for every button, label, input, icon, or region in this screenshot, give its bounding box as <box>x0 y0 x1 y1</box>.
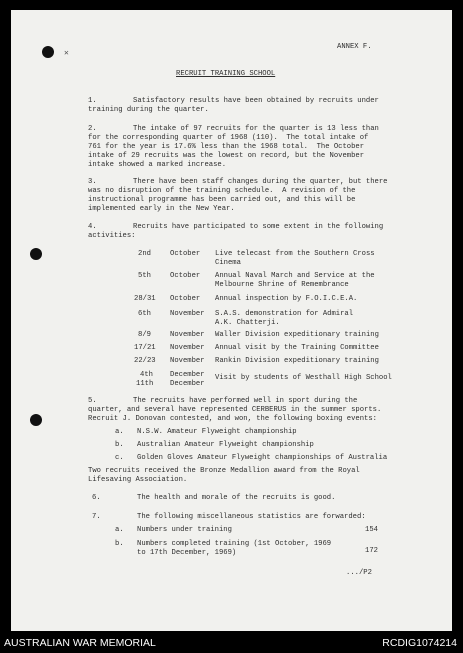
para2-line: 761 for the year is 17.6% less than the 1968 total. The October <box>88 143 365 151</box>
activity-desc: Annual inspection by F.O.I.C.E.A. <box>215 295 358 303</box>
activity-month-end: December <box>170 380 205 388</box>
activity-month: October <box>170 295 201 303</box>
activity-month: November <box>170 344 205 352</box>
punch-hole <box>30 248 42 260</box>
para5-number: 5. <box>88 397 97 405</box>
para6-text: The health and morale of the recruits is good. <box>137 494 336 502</box>
archive-reference: RCDIG1074214 <box>382 637 457 649</box>
list-item: Australian Amateur Flyweight championship <box>137 441 314 449</box>
para2-line: for the corresponding quarter of 1968 (110). The total intake of <box>88 134 369 142</box>
activity-month: November <box>170 357 205 365</box>
activity-month: October <box>170 272 201 280</box>
para3-number: 3. <box>88 178 97 186</box>
activity-day-end: 11th <box>136 380 154 388</box>
activity-day: 2nd <box>138 250 151 258</box>
activity-month: October <box>170 250 201 258</box>
para4-line: activities: <box>88 232 136 240</box>
punch-hole <box>30 414 42 426</box>
para3-line: was no disruption of the training schedule. A revision of the <box>88 187 356 195</box>
para2-line: intake of 29 recruits was the lowest on record, but the November <box>88 152 365 160</box>
stat-description: to 17th December, 1969) <box>137 549 237 557</box>
stat-value: 172 <box>365 547 378 555</box>
activity-desc: S.A.S. demonstration for Admiral <box>215 310 354 318</box>
para5-line: The recruits have performed well in sport during the <box>133 397 358 405</box>
para4-line: Recruits have participated to some extent in the following <box>133 223 384 231</box>
para1-number: 1. <box>88 97 97 105</box>
activity-desc: Annual visit by the Training Committee <box>215 344 379 352</box>
activity-month: November <box>170 310 205 318</box>
para5-tail-line: Two recruits received the Bronze Medallion award from the Royal <box>88 467 360 475</box>
punch-hole <box>42 46 54 58</box>
para6-number: 6. <box>92 494 101 502</box>
para4-number: 4. <box>88 223 97 231</box>
activity-month: December <box>170 371 205 379</box>
para3-line: instructional programme has been carried out, and this will be <box>88 196 356 204</box>
para3-line: implemented early in the New Year. <box>88 205 235 213</box>
stat-label: a. <box>115 526 124 534</box>
para5-line: Recruit J. Donovan contested, and won, the following boxing events: <box>88 415 377 423</box>
para2-number: 2. <box>88 125 97 133</box>
archive-name: AUSTRALIAN WAR MEMORIAL <box>4 637 156 649</box>
activity-day: 22/23 <box>134 357 156 365</box>
para5-line: quarter, and several have represented CERBERUS in the summer sports. <box>88 406 382 414</box>
activity-desc: Cinema <box>215 259 241 267</box>
activity-day: 4th <box>140 371 153 379</box>
activity-day: 6th <box>138 310 151 318</box>
activity-desc: Melbourne Shrine of Remembrance <box>215 281 349 289</box>
para2-line: intake showed a marked increase. <box>88 161 227 169</box>
stat-label: b. <box>115 540 124 548</box>
list-item-label: b. <box>115 441 124 449</box>
activity-day: 28/31 <box>134 295 156 303</box>
activity-desc: Live telecast from the Southern Cross <box>215 250 375 258</box>
stat-value: 154 <box>365 526 378 534</box>
activity-day: 5th <box>138 272 151 280</box>
para1-line: training during the quarter. <box>88 106 209 114</box>
activity-day: 8/9 <box>138 331 151 339</box>
staple-mark: ✕ <box>64 49 69 58</box>
para3-line: There have been staff changes during the quarter, but there <box>133 178 388 186</box>
activity-desc: Waller Division expeditionary training <box>215 331 379 339</box>
list-item-label: a. <box>115 428 124 436</box>
para1-line: Satisfactory results have been obtained by recruits under <box>133 97 379 105</box>
para7-text: The following miscellaneous statistics are forwarded: <box>137 513 366 521</box>
continuation-marker: .../P2 <box>346 569 372 577</box>
activity-desc: Rankin Division expeditionary training <box>215 357 379 365</box>
activity-desc: A.K. Chatterji. <box>215 319 280 327</box>
list-item: Golden Gloves Amateur Flyweight championships of Australia <box>137 454 388 462</box>
activity-day: 17/21 <box>134 344 156 352</box>
stat-description: Numbers under training <box>137 526 232 534</box>
para7-number: 7. <box>92 513 101 521</box>
para2-line: The intake of 97 recruits for the quarter is 13 less than <box>133 125 379 133</box>
list-item-label: c. <box>115 454 124 462</box>
activity-desc: Annual Naval March and Service at the <box>215 272 375 280</box>
para5-tail-line: Lifesaving Association. <box>88 476 188 484</box>
activity-desc: Visit by students of Westhall High School <box>215 374 392 382</box>
activity-month: November <box>170 331 205 339</box>
annex-label: ANNEX F. <box>337 43 372 51</box>
stat-description: Numbers completed training (1st October, 1969 <box>137 540 332 548</box>
list-item: N.S.W. Amateur Flyweight championship <box>137 428 297 436</box>
document-title: RECRUIT TRAINING SCHOOL <box>176 70 276 78</box>
archive-footer <box>0 635 463 653</box>
